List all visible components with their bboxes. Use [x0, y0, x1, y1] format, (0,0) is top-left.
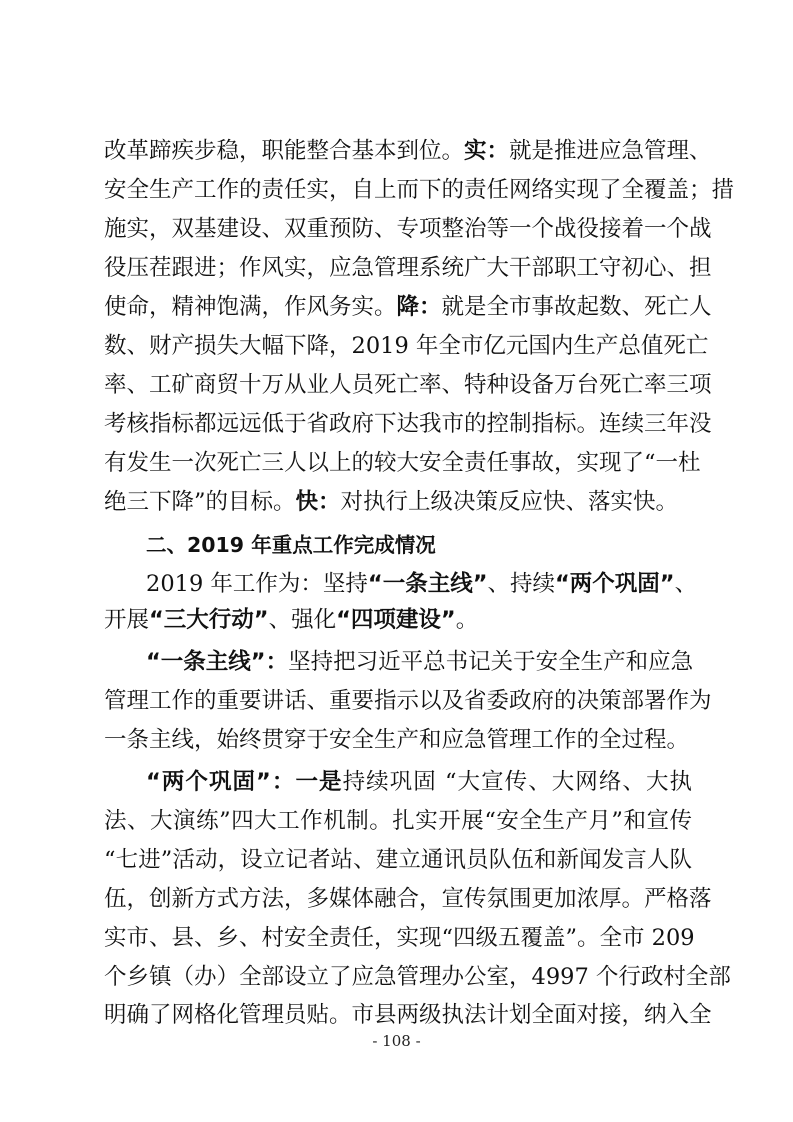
text-segment: 绝三下降”的目标。: [104, 489, 296, 515]
paragraph-line: [104, 1000, 712, 1030]
paragraph-line: [104, 962, 731, 992]
paragraph-line: [104, 845, 692, 875]
paragraph-line: [104, 884, 712, 914]
paragraph-line: [104, 605, 692, 635]
paragraph-line: [104, 214, 712, 244]
text-segment: 考核指标都远远低于省政府下达我市的控制指标。连续三年没: [104, 411, 712, 437]
paragraph-line: [104, 725, 692, 755]
text-segment: 就是全市事故起数、死亡人: [441, 294, 712, 320]
text-segment: 开展: [104, 607, 150, 633]
page-number: - 108 -: [372, 1032, 421, 1050]
text-segment: 个乡镇（办）全部设立了应急管理办公室，4997 个行政村全部: [104, 964, 731, 990]
text-segment: 对执行上级决策反应快、落实快。: [340, 489, 679, 515]
paragraph-line: [146, 767, 692, 797]
paragraph-line: [146, 647, 692, 677]
text-segment: 、: [674, 571, 698, 597]
bold-text: “两个巩固”: [555, 571, 675, 597]
bold-text: 实：: [464, 138, 510, 164]
text-segment: 率、工矿商贸十万从业人员死亡率、特种设备万台死亡率三项: [104, 372, 712, 398]
text-segment: 数、财产损失大幅下降，2019 年全市亿元国内生产总值死亡: [104, 333, 709, 359]
text-segment: 法、大演练”四大工作机制。扎实开展“安全生产月”和宣传: [104, 808, 692, 834]
text-segment: 、持续: [487, 571, 556, 597]
paragraph-line: [104, 136, 712, 166]
text-segment: 。: [455, 607, 479, 633]
text-segment: 坚持把习近平总书记关于安全生产和应急: [288, 649, 694, 675]
paragraph-line: [104, 370, 712, 400]
text-segment: 2019 年工作为：坚持: [146, 571, 368, 597]
paragraph-line: [104, 448, 701, 478]
section-heading: [146, 530, 692, 560]
bold-text: “一条主线”：: [146, 649, 289, 675]
bold-text: “四项建设”: [336, 607, 456, 633]
bold-text: “三大行动”: [149, 607, 269, 633]
paragraph-line: [104, 923, 695, 953]
text-segment: 改革蹄疾步稳，职能整合基本到位。: [104, 138, 465, 164]
text-segment: 二、2019 年重点工作完成情况: [146, 533, 436, 557]
text-segment: 管理工作的重要讲话、重要指示以及省委政府的决策部署作为: [104, 688, 712, 714]
text-segment: 役压茬跟进；作风实，应急管理系统广大干部职工守初心、担: [104, 255, 712, 281]
text-segment: “七进”活动，设立记者站、建立通讯员队伍和新闻发言人队: [104, 847, 692, 873]
text-segment: 施实，双基建设、双重预防、专项整治等一个战役接着一个战: [104, 216, 712, 242]
bold-text: “两个巩固”：一是: [146, 769, 343, 795]
bold-text: 降：: [396, 294, 442, 320]
text-segment: 、强化: [268, 607, 337, 633]
text-segment: 就是推进应急管理、: [509, 138, 712, 164]
text-segment: 伍，创新方式方法，多媒体融合，宣传氛围更加浓厚。严格落: [104, 886, 712, 912]
paragraph-line: [104, 331, 709, 361]
paragraph-line: [104, 292, 712, 322]
paragraph-line: [104, 686, 712, 716]
paragraph-line: [104, 253, 712, 283]
bold-text: “一条主线”: [367, 571, 488, 597]
text-segment: 一条主线，始终贯穿于安全生产和应急管理工作的全过程。: [104, 727, 690, 753]
paragraph-line: [104, 806, 692, 836]
paragraph-line: [104, 487, 692, 517]
text-segment: 实市、县、乡、村安全责任，实现“四级五覆盖”。全市 209: [104, 925, 695, 951]
text-segment: 明确了网格化管理员贴。市县两级执法计划全面对接，纳入全: [104, 1002, 712, 1028]
text-segment: 持续巩固 “大宣传、大网络、大执: [342, 769, 693, 795]
paragraph-line: [104, 409, 712, 439]
text-segment: 安全生产工作的责任实，自上而下的责任网络实现了全覆盖；措: [104, 177, 735, 203]
text-segment: 有发生一次死亡三人以上的较大安全责任事故，实现了“一杜: [104, 450, 701, 476]
bold-text: 快：: [295, 489, 341, 515]
paragraph-line: [146, 569, 698, 599]
text-segment: 使命，精神饱满，作风务实。: [104, 294, 397, 320]
paragraph-line: [104, 175, 735, 205]
